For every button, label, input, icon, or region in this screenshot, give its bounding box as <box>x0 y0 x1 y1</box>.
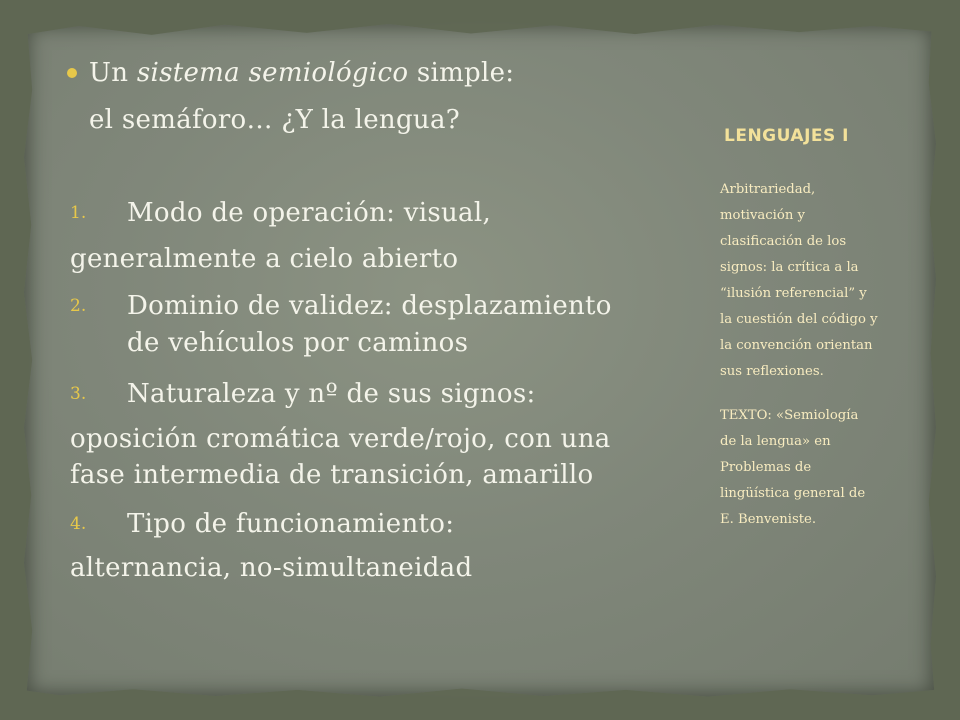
item-heading: Naturaleza y nº de sus signos: <box>127 379 536 409</box>
side-paragraph-1: Arbitrariedad, motivación y clasificación de los signos: la crítica a la “ilusión referencial” y la cuestión del código y la convención orientan sus reflexiones. <box>720 182 878 379</box>
bullet-title <box>89 57 514 89</box>
item-continuation: alternancia, no-simultaneidad <box>70 553 473 583</box>
item-number: 3. <box>70 384 87 404</box>
item-continuation: fase intermedia de transición, amarillo <box>70 460 594 490</box>
bullet-title-prefix: Un <box>89 58 137 88</box>
bullet-dot-icon <box>67 68 77 78</box>
side-paragraph-2: TEXTO: «Semiología de la lengua» en Problemas de lingüística general de E. Benveniste. <box>720 408 866 527</box>
item-heading: Modo de operación: visual, <box>127 198 492 228</box>
item-continuation: generalmente a cielo abierto <box>70 244 459 274</box>
item-heading: Tipo de funcionamiento: <box>127 509 455 539</box>
side-title: LENGUAJES I <box>724 126 849 146</box>
item-number: 4. <box>70 514 87 534</box>
item-continuation: oposición cromática verde/rojo, con una <box>70 424 611 454</box>
item-number: 1. <box>70 203 87 223</box>
item-heading-continuation: de vehículos por caminos <box>127 328 469 358</box>
item-heading: Dominio de validez: desplazamiento <box>127 291 612 321</box>
bullet-title-suffix: simple: <box>408 58 515 88</box>
bullet-subtitle: el semáforo… ¿Y la lengua? <box>89 105 460 135</box>
item-number: 2. <box>70 296 87 316</box>
bullet-title-italic: sistema semiológico <box>136 58 409 88</box>
